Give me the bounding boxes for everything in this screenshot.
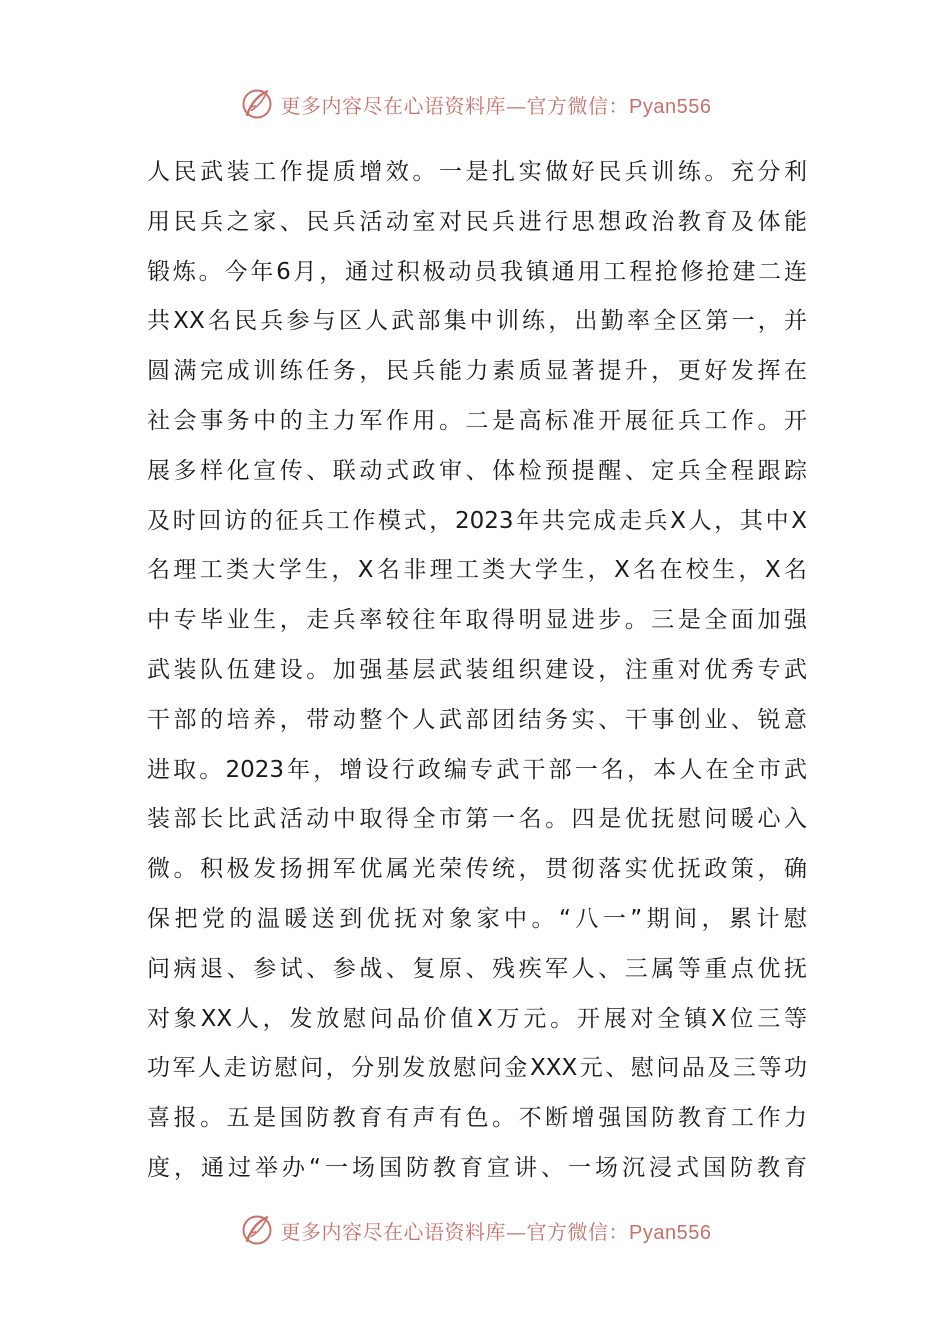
text-line: 共XX名民兵参与区人武部集中训练，出勤率全区第一，并 [147, 308, 807, 335]
text-line: 武装队伍建设。加强基层武装组织建设，注重对优秀专武 [147, 656, 807, 683]
text-line: 干部的培养，带动整个人武部团结务实、干事创业、锐意 [147, 706, 807, 733]
text-line: 对象XX人，发放慰问品价值X万元。开展对全镇X位三等 [147, 1005, 807, 1032]
text-line: 喜报。五是国防教育有声有色。不断增强国防教育工作力 [147, 1105, 807, 1132]
text-line: 进取。2023年，增设行政编专武干部一名，本人在全市武 [147, 756, 807, 783]
text-line: 功军人走访慰问，分别发放慰问金XXX元、慰问品及三等功 [147, 1055, 807, 1082]
text-line: 圆满完成训练任务，民兵能力素质显著提升，更好发挥在 [147, 358, 807, 385]
watermark-text: 更多内容尽在心语资料库—官方微信：Pyan556 [280, 1219, 712, 1244]
text-line: 锻炼。今年6月，通过积极动员我镇通用工程抢修抢建二连 [147, 258, 807, 285]
watermark-text: 更多内容尽在心语资料库—官方微信：Pyan556 [280, 93, 712, 118]
text-line: 微。积极发扬拥军优属光荣传统，贯彻落实优抚政策，确 [147, 856, 807, 883]
watermark-footer [0, 1210, 950, 1250]
text-line: 人民武装工作提质增效。一是扎实做好民兵训练。充分利 [147, 159, 807, 185]
text-line: 度，通过举办“一场国防教育宣讲、一场沉浸式国防教育 [147, 1154, 807, 1181]
document-body [147, 148, 807, 1194]
quill-logo-icon [239, 86, 275, 122]
text-line: 社会事务中的主力军作用。二是高标准开展征兵工作。开 [147, 407, 807, 434]
text-line: 保把党的温暖送到优抚对象家中。“八一”期间，累计慰 [147, 905, 807, 932]
text-line: 及时回访的征兵工作模式，2023年共完成走兵X人，其中X [147, 507, 807, 534]
text-line: 中专毕业生，走兵率较往年取得明显进步。三是全面加强 [147, 607, 807, 634]
text-line: 名理工类大学生，X名非理工类大学生，X名在校生，X名 [147, 557, 807, 584]
watermark-handle: Pyan556 [629, 1221, 712, 1244]
text-line: 装部长比武活动中取得全市第一名。四是优抚慰问暖心入 [147, 806, 807, 833]
text-line: 展多样化宣传、联动式政审、体检预提醒、定兵全程跟踪 [147, 457, 807, 484]
watermark-header [0, 84, 950, 124]
quill-logo-icon [239, 1212, 275, 1248]
watermark-handle: Pyan556 [629, 95, 712, 118]
text-line: 问病退、参试、参战、复原、残疾军人、三属等重点优抚 [147, 955, 807, 982]
text-line: 用民兵之家、民兵活动室对民兵进行思想政治教育及体能 [147, 208, 807, 235]
